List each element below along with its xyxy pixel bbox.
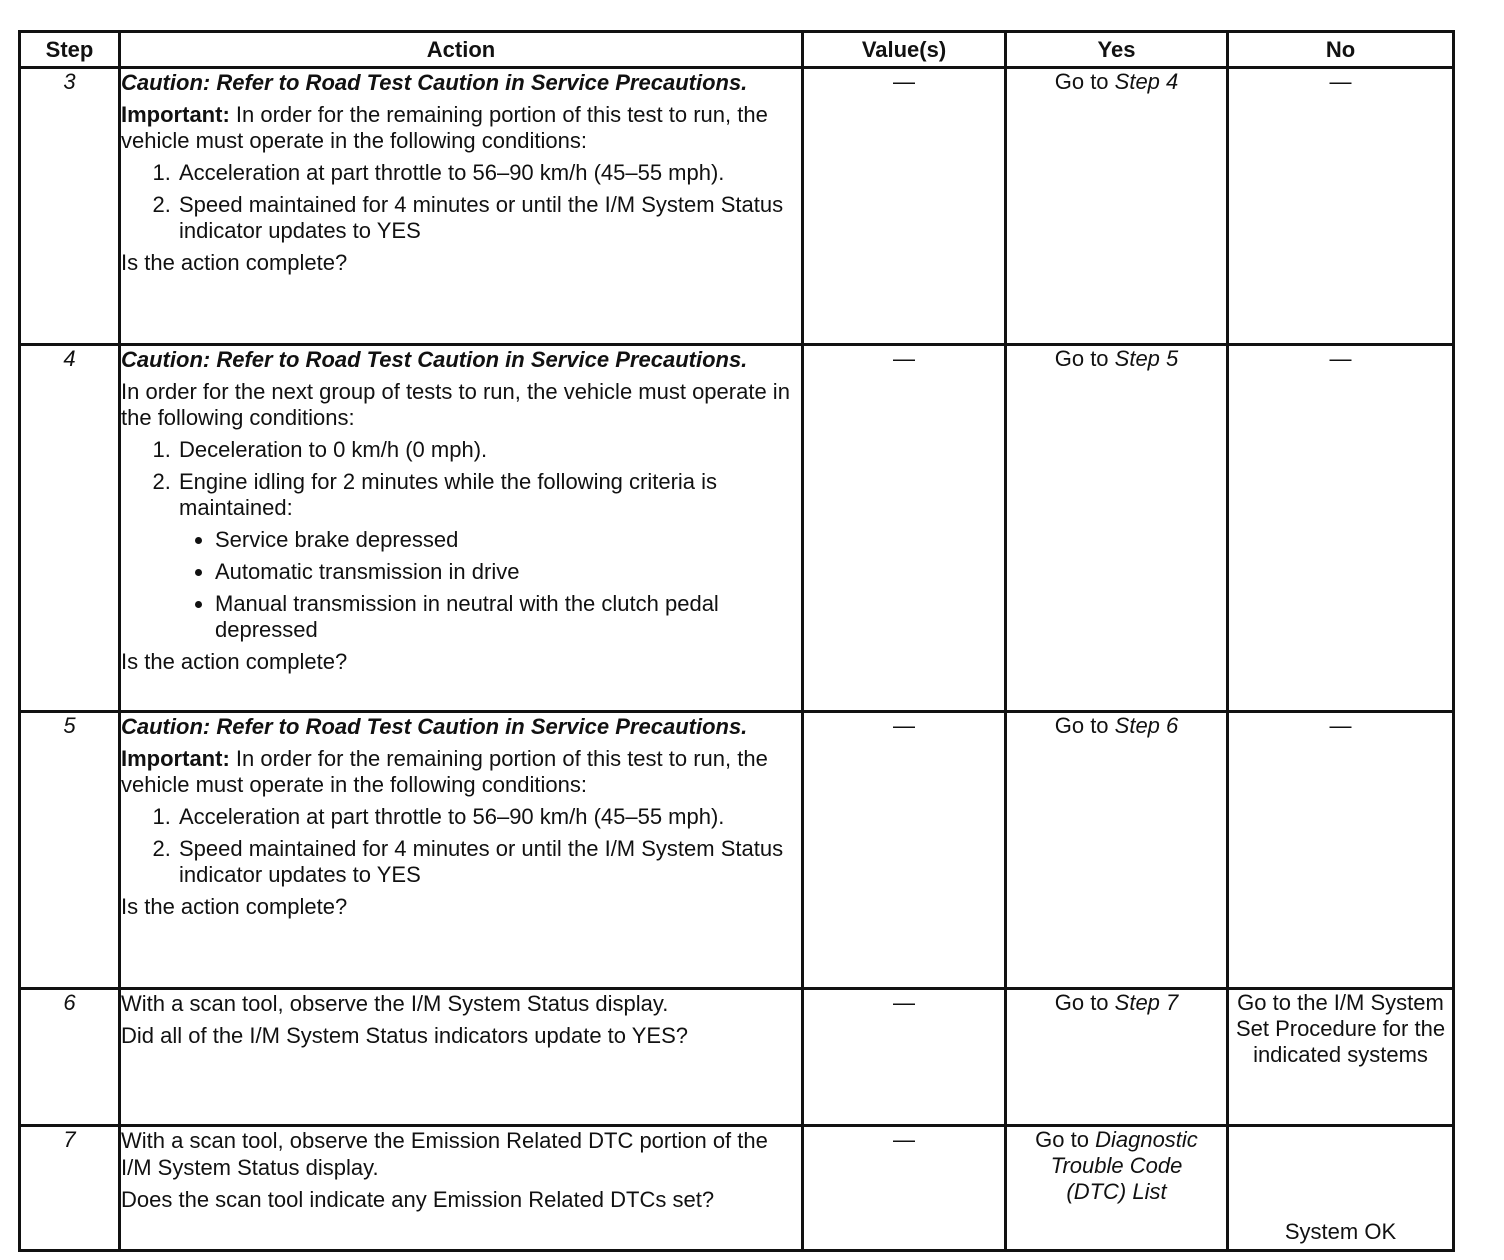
important-note [121,102,801,154]
list-item-text: Engine idling for 2 minutes while the following criteria is maintained: [179,469,718,520]
no-cell: — [1228,712,1454,989]
no-cell: System OK [1228,1126,1454,1251]
list-item: 2. Speed maintained for 4 minutes or until the I/M System Status indicator updates to YES [177,192,801,244]
list-item: 1. Acceleration at part throttle to 56–90 km/h (45–55 mph). [177,804,801,830]
yes-prefix: Go to [1054,990,1115,1015]
value-cell: — [803,712,1006,989]
header-values: Value(s) [803,32,1006,68]
table-row [20,712,1454,989]
important-text: In order for the remaining portion of this test to run, the vehicle must operate in the following conditions: [121,746,768,797]
bullet-item: • Manual transmission in neutral with the clutch pedal depressed [215,591,801,643]
bullet-item: • Service brake depressed [215,527,801,553]
yes-prefix: Go to [1054,346,1115,371]
yes-cell [1006,345,1228,712]
table-row [20,989,1454,1126]
caution-text: Caution: Refer to Road Test Caution in Service Precautions. [121,714,748,739]
caution-text: Caution: Refer to Road Test Caution in Service Precautions. [121,70,748,95]
value-cell: — [803,345,1006,712]
diagnostic-table [18,30,1455,1252]
yes-link[interactable]: Step 6 [1114,713,1179,738]
step-number: 7 [20,1126,120,1251]
intro-text: In order for the next group of tests to run, the vehicle must operate in the following conditions: [121,379,790,430]
yes-link[interactable]: Step 5 [1114,346,1179,371]
caution-text: Caution: Refer to Road Test Caution in Service Precautions. [121,347,748,372]
criteria-list [179,527,801,643]
value-cell: — [803,989,1006,1126]
yes-link[interactable]: Step 4 [1114,69,1179,94]
question-text: Is the action complete? [121,894,348,919]
header-no: No [1228,32,1454,68]
question-text: Does the scan tool indicate any Emission Related DTCs set? [121,1187,715,1212]
step-number: 3 [20,68,120,345]
header-yes: Yes [1006,32,1228,68]
header-row [20,32,1454,68]
yes-link[interactable]: Diagnostic Trouble Code (DTC) List [1050,1127,1198,1204]
yes-prefix: Go to [1035,1127,1096,1152]
list-item [177,469,801,643]
yes-cell [1006,712,1228,989]
no-cell: — [1228,345,1454,712]
yes-prefix: Go to [1054,713,1115,738]
bullet-item: • Automatic transmission in drive [215,559,801,585]
header-action: Action [120,32,803,68]
table-row [20,345,1454,712]
value-cell: — [803,68,1006,345]
action-text: With a scan tool, observe the I/M System Status display. [121,991,669,1016]
no-cell: Go to the I/M System Set Procedure for the indicated systems [1228,989,1454,1126]
table-row [20,1126,1454,1251]
step-number: 5 [20,712,120,989]
important-label: Important: [121,746,230,771]
yes-cell [1006,1126,1228,1251]
table-row [20,68,1454,345]
condition-list [121,804,801,888]
condition-list [121,437,801,643]
value-cell: — [803,1126,1006,1251]
action-cell [120,712,803,989]
list-item: 1. Acceleration at part throttle to 56–90 km/h (45–55 mph). [177,160,801,186]
step-number: 4 [20,345,120,712]
action-cell [120,68,803,345]
list-item: 1. Deceleration to 0 km/h (0 mph). [177,437,801,463]
condition-list [121,160,801,244]
question-text: Is the action complete? [121,649,348,674]
question-text: Is the action complete? [121,250,348,275]
important-note [121,746,801,798]
action-cell [120,1126,803,1251]
yes-cell [1006,989,1228,1126]
step-number: 6 [20,989,120,1126]
yes-link[interactable]: Step 7 [1114,990,1179,1015]
action-cell [120,989,803,1126]
action-cell [120,345,803,712]
question-text: Did all of the I/M System Status indicators update to YES? [121,1023,688,1048]
header-step: Step [20,32,120,68]
important-label: Important: [121,102,230,127]
yes-cell [1006,68,1228,345]
list-item: 2. Speed maintained for 4 minutes or until the I/M System Status indicator updates to YES [177,836,801,888]
important-text: In order for the remaining portion of this test to run, the vehicle must operate in the following conditions: [121,102,768,153]
no-cell: — [1228,68,1454,345]
action-text: With a scan tool, observe the Emission Related DTC portion of the I/M System Status display. [121,1128,768,1180]
yes-prefix: Go to [1054,69,1115,94]
